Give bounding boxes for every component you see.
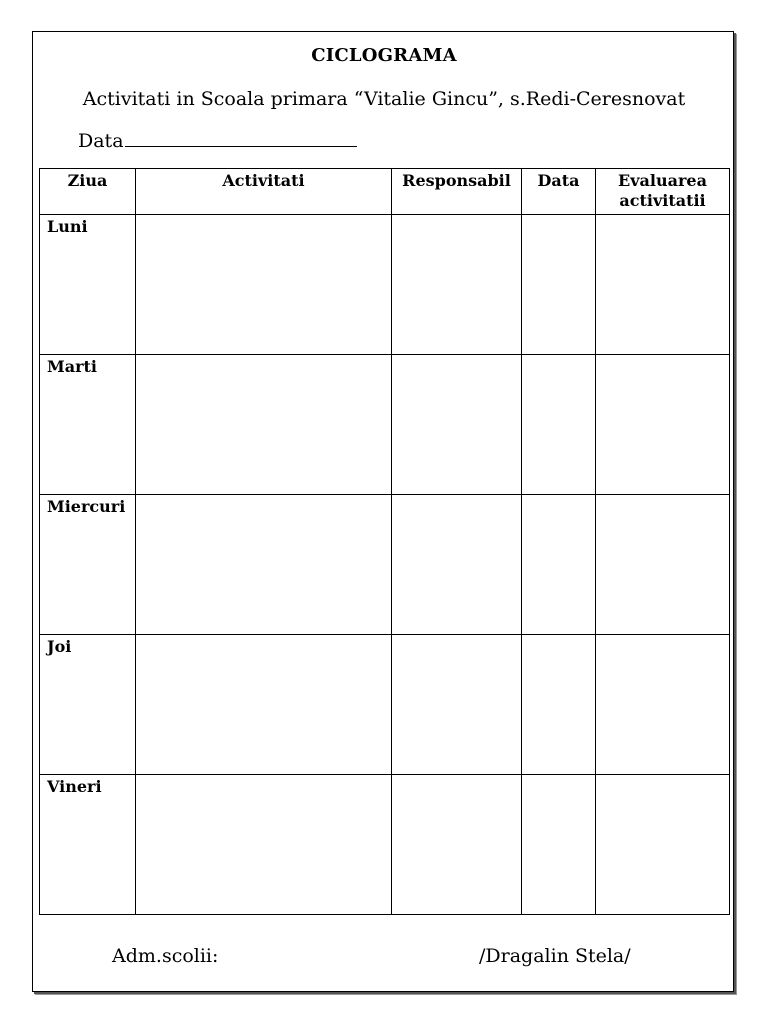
header-responsabil: Responsabil [392, 169, 522, 215]
schedule-table [39, 168, 730, 915]
evaluarea-cell [596, 775, 730, 915]
signature-name: /Dragalin Stela/ [479, 945, 631, 967]
data-cell [522, 215, 596, 355]
table-header-row [40, 169, 730, 215]
evaluarea-cell [596, 355, 730, 495]
header-evaluarea: Evaluarea activitatii [596, 169, 730, 215]
day-cell: Vineri [40, 775, 136, 915]
date-label: Data [78, 130, 124, 152]
evaluarea-cell [596, 635, 730, 775]
table-row [40, 355, 730, 495]
activitati-cell [136, 635, 392, 775]
table-row [40, 635, 730, 775]
data-cell [522, 355, 596, 495]
data-cell [522, 635, 596, 775]
day-cell: Miercuri [40, 495, 136, 635]
evaluarea-cell [596, 215, 730, 355]
header-ziua: Ziua [40, 169, 136, 215]
document-subtitle: Activitati in Scoala primara “Vitalie Gincu”, s.Redi-Ceresnovat [82, 88, 686, 110]
activitati-cell [136, 775, 392, 915]
table-row [40, 215, 730, 355]
evaluarea-cell [596, 495, 730, 635]
date-field [78, 128, 357, 152]
responsabil-cell [392, 215, 522, 355]
data-cell [522, 495, 596, 635]
day-cell: Marti [40, 355, 136, 495]
responsabil-cell [392, 495, 522, 635]
header-data: Data [522, 169, 596, 215]
day-cell: Luni [40, 215, 136, 355]
responsabil-cell [392, 635, 522, 775]
activitati-cell [136, 215, 392, 355]
date-blank-line [125, 128, 357, 147]
responsabil-cell [392, 775, 522, 915]
admin-label: Adm.scolii: [112, 945, 219, 967]
activitati-cell [136, 495, 392, 635]
table-row [40, 495, 730, 635]
table-row [40, 775, 730, 915]
data-cell [522, 775, 596, 915]
responsabil-cell [392, 355, 522, 495]
header-activitati: Activitati [136, 169, 392, 215]
activitati-cell [136, 355, 392, 495]
day-cell: Joi [40, 635, 136, 775]
document-title: CICLOGRAMA [311, 45, 457, 66]
